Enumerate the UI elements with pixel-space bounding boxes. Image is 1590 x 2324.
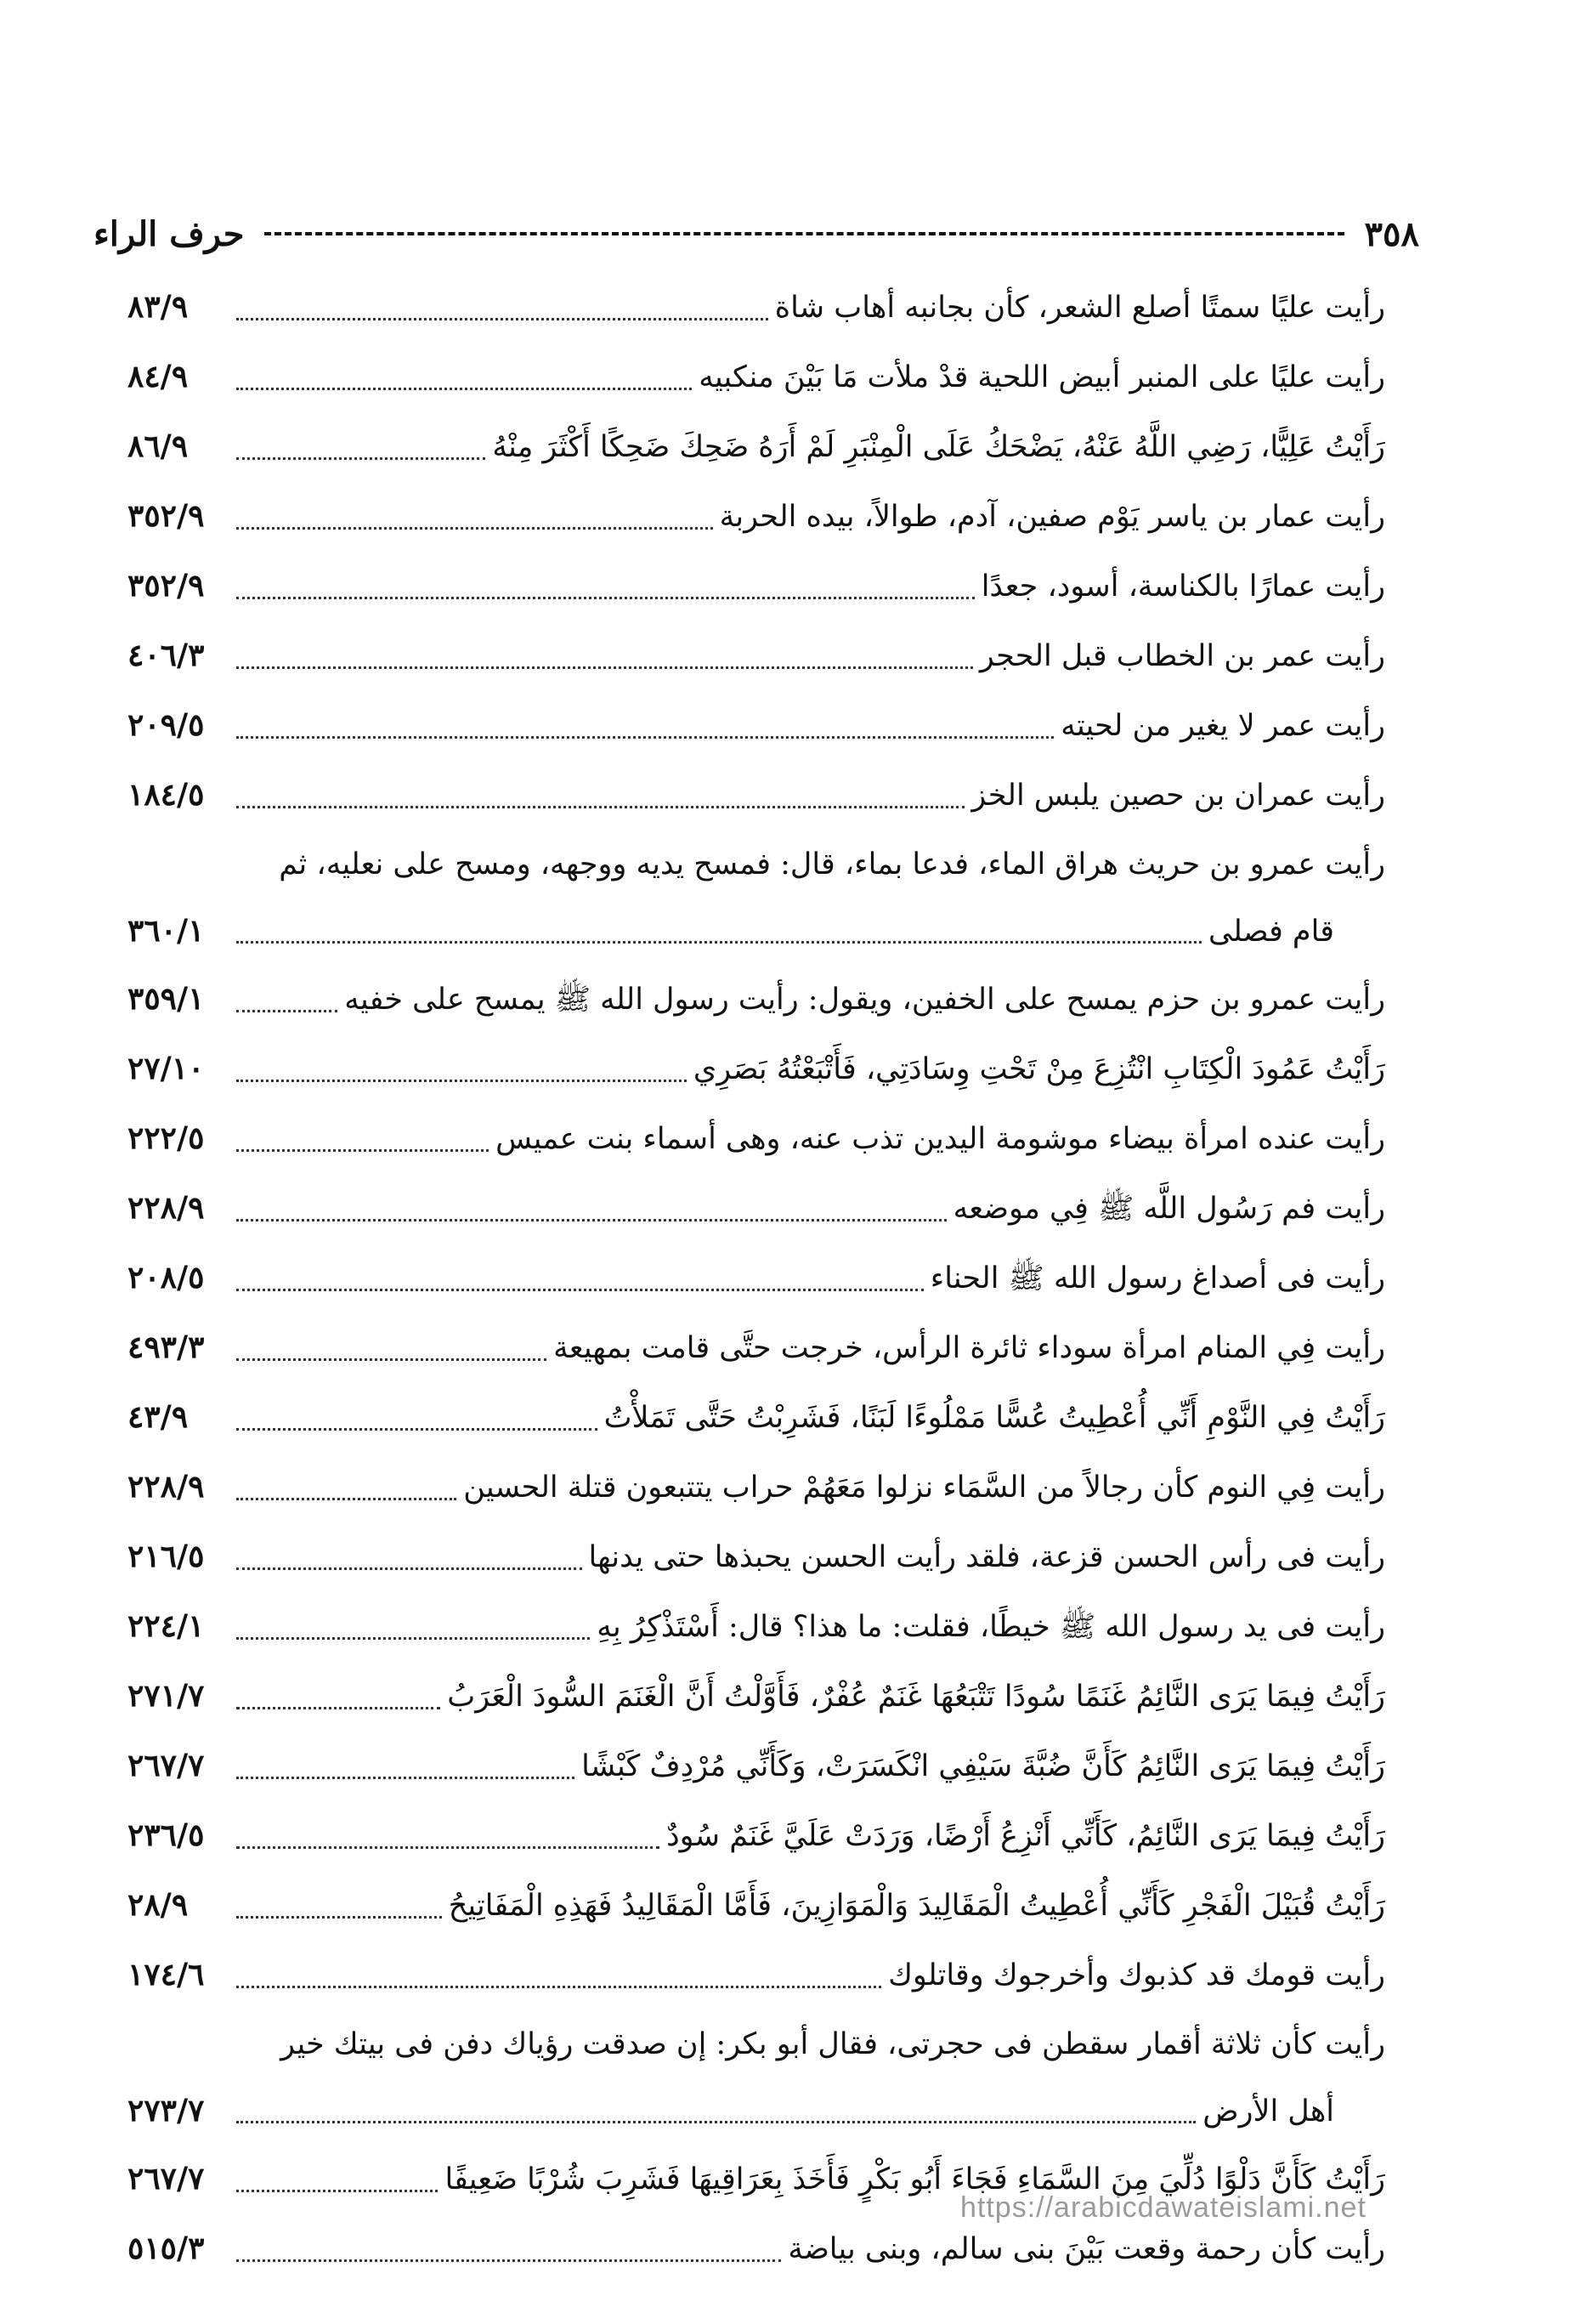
entry-reference: ٤٣/٩ bbox=[127, 1399, 189, 1435]
entry-reference: ٨٤/٩ bbox=[127, 359, 189, 394]
entry-reference: ٥١٥/٣ bbox=[127, 2230, 205, 2266]
dot-leader bbox=[236, 806, 965, 808]
entry-text: رأيت فى أصداغ رسول الله ﷺ الحناء bbox=[930, 1261, 1385, 1295]
index-entry bbox=[127, 760, 1385, 830]
entry-text: رَأَيْتُ عَمُودَ الْكِتَابِ انْتُزِعَ مِنْ تَحْتِ وِسَادَتِي، فَأَتْبَعْتُهُ بَصَرِي bbox=[693, 1052, 1385, 1086]
index-entry bbox=[127, 1522, 1385, 1591]
index-entries bbox=[127, 272, 1385, 2283]
entry-text: رأيت فى رأس الحسن قزعة، فلقد رأيت الحسن يحبذها حتى يدنها bbox=[588, 1540, 1385, 1574]
dot-leader bbox=[236, 2190, 438, 2192]
dot-leader bbox=[236, 941, 1202, 944]
index-entry bbox=[127, 551, 1385, 621]
dot-leader bbox=[236, 666, 973, 669]
entry-text: رأيت عليًا على المنبر أبيض اللحية قدْ ملأت مَا بَيْنَ منكبيه bbox=[699, 360, 1385, 394]
dot-leader bbox=[236, 1149, 489, 1152]
entry-text: أهل الأرض bbox=[1202, 2094, 1334, 2128]
index-entry bbox=[127, 1312, 1385, 1382]
dot-leader bbox=[236, 1707, 440, 1709]
dot-leader bbox=[236, 736, 1054, 739]
index-entry bbox=[127, 1103, 1385, 1173]
site-watermark: https://arabicdawateislami.net bbox=[960, 2191, 1366, 2224]
entry-reference: ٢١٦/٥ bbox=[127, 1539, 205, 1574]
index-entry bbox=[127, 1940, 1385, 2009]
entry-reference: ٨٦/٩ bbox=[127, 428, 189, 464]
entry-text: رأيت فى يد رسول الله ﷺ خيطًا، فقلت: ما هذا؟ قال: أَسْتَذْكِرُ بِهِ bbox=[597, 1610, 1385, 1644]
entry-text: رَأَيْتُ فِيمَا يَرَى النَّائِمُ كَأَنَّ ضُبَّةَ سَيْفِي انْكَسَرَتْ، وَكَأَنِّي مُرْدِفٌ كَبْشًا bbox=[581, 1749, 1385, 1783]
entry-reference: ٣٥٢/٩ bbox=[127, 498, 205, 534]
index-entry bbox=[127, 411, 1385, 481]
entry-reference: ٣٥٢/٩ bbox=[127, 568, 205, 604]
entry-text: رأيت عمر لا يغير من لحيته bbox=[1061, 709, 1385, 743]
dot-leader bbox=[236, 1080, 687, 1082]
entry-reference: ٢٦٧/٧ bbox=[127, 2161, 205, 2196]
dot-leader bbox=[236, 457, 485, 460]
index-entry bbox=[127, 621, 1385, 690]
entry-text: رأيت عنده امرأة بيضاء موشومة اليدين تذب عنه، وهى أسماء بنت عميس bbox=[495, 1122, 1385, 1156]
dot-leader bbox=[236, 318, 768, 320]
entry-reference: ٢٨/٩ bbox=[127, 1887, 189, 1923]
entry-text: رأيت عمارًا بالكناسة، أسود، جعدًا bbox=[981, 570, 1385, 604]
entry-reference: ٢٠٩/٥ bbox=[127, 707, 205, 743]
entry-text: رأيت قومك قد كذبوك وأخرجوك وقاتلوك bbox=[888, 1958, 1385, 1992]
entry-text: رَأَيْتُ فِي النَّوْمِ أَنِّي أُعْطِيتُ عُسًّا مَمْلُوءًا لَبَنًا، فَشَرِبْتُ حَتَّى تَمَلأْتُ bbox=[603, 1401, 1385, 1435]
index-entry bbox=[127, 1800, 1385, 1870]
index-entry bbox=[127, 1731, 1385, 1800]
dot-leader bbox=[236, 1010, 337, 1012]
dot-leader bbox=[236, 1846, 659, 1849]
entry-text: رأيت كأن ثلاثة أقمار سقطن فى حجرتى، فقال أبو بكر: إن صدقت رؤياك دفن فى بيتك خير bbox=[280, 2027, 1385, 2061]
index-entry bbox=[127, 1382, 1385, 1452]
entry-reference: ١٧٤/٦ bbox=[127, 1957, 205, 1992]
entry-reference: ٢٣٦/٥ bbox=[127, 1817, 205, 1853]
section-title: حرف الراء bbox=[93, 213, 245, 254]
index-entry bbox=[127, 690, 1385, 760]
dot-leader bbox=[236, 2259, 781, 2262]
dot-leader bbox=[236, 597, 975, 599]
index-entry bbox=[127, 1452, 1385, 1522]
dot-leader bbox=[236, 1637, 590, 1640]
entry-text: رَأَيْتُ عَلِيًّا، رَضِي اللَّهُ عَنْهُ، يَضْحَكُ عَلَى الْمِنْبَرِ لَمْ أَرَهُ ضَحِكَ ضَحِكًا أَكْثَرَ مِنْهُ bbox=[492, 430, 1385, 464]
header-dash-rule bbox=[264, 232, 1344, 235]
index-entry bbox=[127, 1243, 1385, 1312]
entry-text: رأيت عمرو بن حزم يمسح على الخفين، ويقول: رأيت رسول الله ﷺ يمسح على خفيه bbox=[344, 983, 1385, 1017]
entry-reference: ٢٢٢/٥ bbox=[127, 1120, 205, 1156]
index-entry bbox=[127, 481, 1385, 551]
dot-leader bbox=[236, 1986, 881, 1988]
entry-text: رأيت عمار بن ياسر يَوْم صفين، آدم، طوالاً، بيده الحربة bbox=[719, 500, 1385, 534]
entry-text: رأيت عمران بن حصين يلبس الخز bbox=[971, 779, 1385, 813]
dot-leader bbox=[236, 1777, 574, 1779]
dot-leader bbox=[236, 1567, 582, 1570]
index-entry bbox=[127, 1661, 1385, 1731]
entry-reference: ٤٩٣/٣ bbox=[127, 1329, 205, 1365]
dot-leader bbox=[236, 1916, 442, 1919]
entry-text: رأيت عمر بن الخطاب قبل الحجر bbox=[979, 639, 1385, 673]
entry-text: رَأَيْتُ فِيمَا يَرَى النَّائِمُ، كَأَنِّي أَنْزِعُ أَرْضًا، وَرَدَتْ عَلَيَّ غَنَمٌ سُودٌ bbox=[666, 1819, 1385, 1853]
dot-leader bbox=[236, 1289, 924, 1291]
entry-text: رَأَيْتُ كَأَنَّ دَلْوًا دُلِّيَ مِنَ السَّمَاءِ فَجَاءَ أَبُو بَكْرٍ فَأَخَذَ بِعَرَاقِيهَا فَشَرِبَ شُرْبًا ضَعِيفًا bbox=[444, 2162, 1385, 2196]
entry-reference: ١٨٤/٥ bbox=[127, 777, 205, 813]
page-number: ٣٥٨ bbox=[1364, 213, 1419, 254]
entry-text: رَأَيْتُ فِيمَا يَرَى النَّائِمُ غَنَمًا سُودًا تَتْبَعُهَا غَنَمٌ عُفْرٌ، فَأَوَّلْتُ أَنَّ الْغَنَمَ السُّودَ الْعَرَبُ bbox=[447, 1680, 1385, 1714]
index-entry bbox=[127, 1591, 1385, 1661]
entry-text: رأيت فم رَسُول اللَّه ﷺ فِي موضعه bbox=[953, 1192, 1385, 1226]
dot-leader bbox=[236, 1498, 456, 1500]
entry-reference: ٤٠٦/٣ bbox=[127, 638, 205, 673]
index-entry-wrapped-line2 bbox=[127, 2076, 1385, 2144]
page-header bbox=[93, 204, 1419, 264]
index-entry bbox=[127, 342, 1385, 411]
entry-reference: ٢٠٨/٥ bbox=[127, 1260, 205, 1295]
index-entry-wrapped-line1 bbox=[127, 830, 1385, 896]
entry-text: رأيت كأن رحمة وقعت بَيْنَ بنى سالم، وبنى بياضة bbox=[788, 2232, 1385, 2266]
index-entry bbox=[127, 272, 1385, 342]
index-entry bbox=[127, 1870, 1385, 1940]
entry-reference: ٢٢٨/٩ bbox=[127, 1469, 205, 1505]
index-entry bbox=[127, 1173, 1385, 1243]
entry-text: قام فصلى bbox=[1208, 915, 1334, 949]
index-entry bbox=[127, 1034, 1385, 1103]
index-entry-wrapped-line1 bbox=[127, 2009, 1385, 2076]
dot-leader bbox=[236, 2121, 1196, 2123]
entry-reference: ٢٢٨/٩ bbox=[127, 1190, 205, 1226]
index-entry-wrapped-line2 bbox=[127, 896, 1385, 964]
dot-leader bbox=[236, 1358, 546, 1361]
dot-leader bbox=[236, 388, 692, 390]
dot-leader bbox=[236, 1219, 947, 1222]
entry-reference: ٣٥٩/١ bbox=[127, 981, 205, 1017]
entry-reference: ٨٣/٩ bbox=[127, 289, 189, 325]
entry-reference: ٢٧/١٠ bbox=[127, 1051, 205, 1086]
entry-reference: ٢٢٤/١ bbox=[127, 1608, 205, 1644]
entry-text: رأيت فِي المنام امرأة سوداء ثائرة الرأس، خرجت حتَّى قامت بمهيعة bbox=[553, 1331, 1385, 1365]
index-entry bbox=[127, 964, 1385, 1034]
entry-text: رأيت عليًا سمتًا أصلع الشعر، كأن بجانبه أهاب شاة bbox=[774, 291, 1385, 325]
entry-reference: ٢٧٣/٧ bbox=[127, 2093, 205, 2128]
entry-text: رأيت عمرو بن حريث هراق الماء، فدعا بماء، قال: فمسح يديه ووجهه، ومسح على نعليه، ثم bbox=[279, 847, 1385, 881]
dot-leader bbox=[236, 527, 713, 530]
entry-reference: ٣٦٠/١ bbox=[127, 913, 205, 949]
entry-reference: ٢٦٧/٧ bbox=[127, 1748, 205, 1783]
entry-text: رأيت فِي النوم كأن رجالاً من السَّمَاء نزلوا مَعَهُمْ حراب يتتبعون قتلة الحسين bbox=[463, 1471, 1385, 1505]
entry-text: رَأَيْتُ قُبَيْلَ الْفَجْرِ كَأَنِّي أُعْطِيتُ الْمَقَالِيدَ وَالْمَوَازِينَ، فَأَمَّا الْمَقَالِيدُ فَهَذِهِ الْمَفَاتِيحُ bbox=[448, 1889, 1385, 1923]
entry-reference: ٢٧١/٧ bbox=[127, 1678, 205, 1714]
dot-leader bbox=[236, 1428, 597, 1431]
